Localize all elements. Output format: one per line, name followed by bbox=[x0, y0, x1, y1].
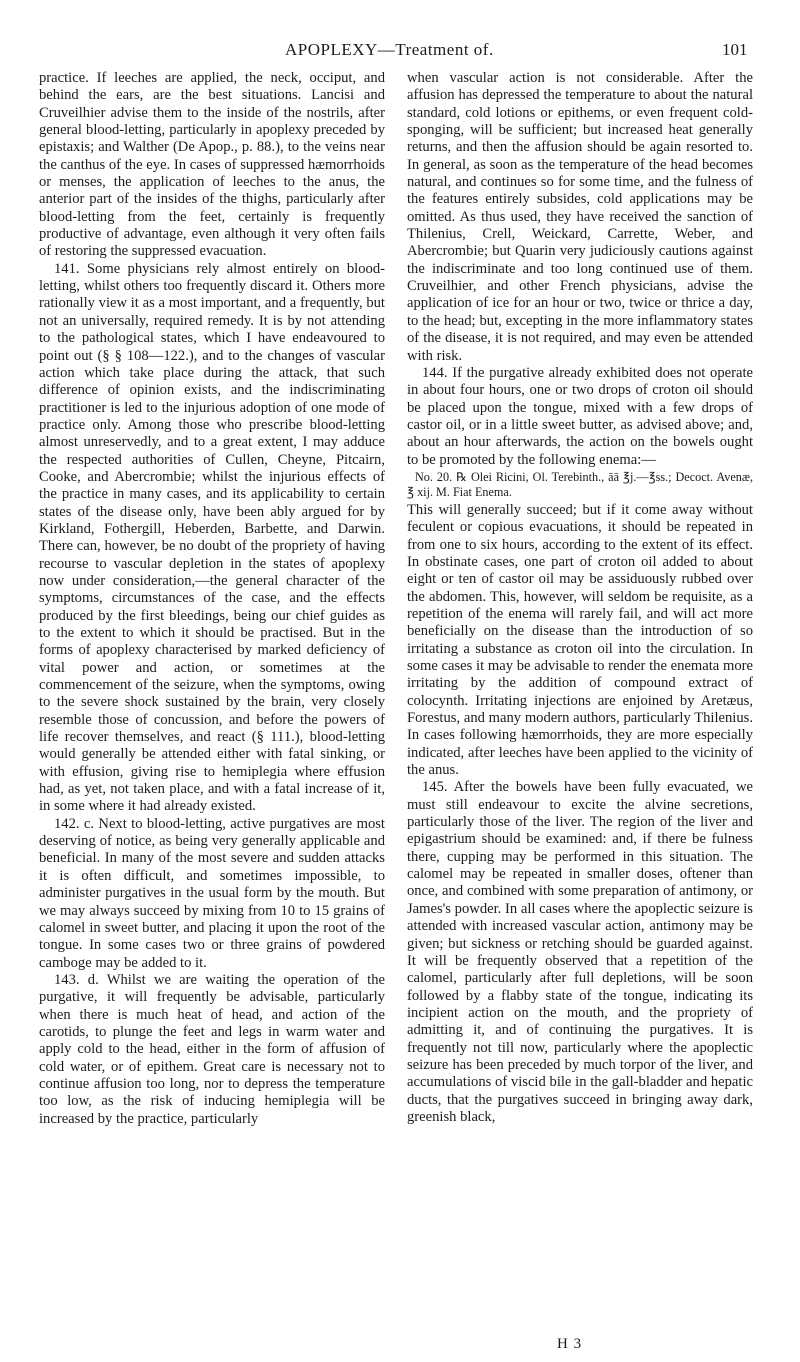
prescription-no-20: No. 20. ℞ Olei Ricini, Ol. Terebinth., āā ℥j.—℥ss.; Decoct. Avenæ, ℥ xij. M. Fiat Enema. bbox=[407, 469, 753, 499]
running-title: APOPLEXY—Treatment of. bbox=[285, 40, 494, 59]
right-column bbox=[407, 70, 753, 1126]
paragraph-143: 143. d. Whilst we are waiting the operation of the purgative, it will frequently be advisable, particularly when there is much heat of head, and action of the carotids, to plunge the feet and legs in warm water and apply cold to the head, either in the form of affusion of cold water, or of epithem. Great care is necessary not to continue affusion too long, nor to depress the temperature too low, as the risk of inducing hemiplegia will be increased by the practice, particularly bbox=[39, 971, 385, 1127]
paragraph: This will generally succeed; but if it come away without feculent or copious evacuations, it should be repeated in from one to six hours, according to the extent of its effect. In obstinate cases, one part of croton oil added to about eight or ten of castor oil may be assiduously rubbed over the abdomen. This, however, will seldom be requisite, as a repetition of the enema will rarely fail, and will act more beneficially on the disease than the introduction of so irritating a substance as croton oil into the circulation. In some cases it may be advisable to render the enemata more irritating by the addition of compound extract of colocynth. Irritating injections are enjoined by Aretæus, Forestus, and many modern authors, particularly Thilenius. In cases following hæmorrhoids, they are more especially indicated, after leeches have been applied to the vicinity of the anus. bbox=[407, 501, 753, 779]
paragraph-141: 141. Some physicians rely almost entirely on blood-letting, whilst others too frequently discard it. Others more rationally view it as a most important, and a frequently, but not an universally, required remedy. It is by not attending to the pathological states, which I have endeavoured to point out (§ § 108—122.), and to the changes of vascular action which take place during the attack, that such difference of opinion exists, and the indiscriminating practitioner is led to the injurious adoption of one mode of practice only. Among those who prescribe blood-letting almost unreservedly, and to a great extent, I may adduce the respected authorities of Cullen, Cheyne, Pitcairn, Cooke, and Abercrombie; whilst the injurious effects of the practice in many cases, and its applicability to certain states of the disease only, have been ably argued for by Kirkland, Fothergill, Heberden, Barbette, and Darwin. There can, however, be no doubt of the propriety of having recourse to vascular depletion in the states of apoplexy now under consideration,—the general character of the symptoms, circumstances of the case, and the effects produced by the first bleedings, being our chief guides as to the extent to which it should be practised. But in the forms of apoplexy characterised by marked deficiency of vital power and action, or sometimes at the commencement of the seizure, when the symptoms, owing to the severe shock sustained by the brain, very closely resemble those of concussion, and before the powers of life recover themselves, and react (§ 111.), blood-letting would generally be attended either with fatal sinking, or with effusion, giving rise to hemiplegia where effusion had, as yet, not taken place, and with a fatal increase of it, in some where it had already existed. bbox=[39, 260, 385, 815]
paragraph: practice. If leeches are applied, the neck, occiput, and behind the ears, are the best situations. Lancisi and Cruveilhier advise them to the inside of the nostrils, after general blood-letting, particularly in apoplexy preceded by epistaxis; and Walther (De Apop., p. 88.), to the veins near the canthus of the eye. In cases of suppressed hæmorrhoids or menses, the application of leeches to the anus, the anterior part of the insides of the thighs, particularly after blood-letting from the feet, certainly is frequently productive of advantage, even although it very often fails of restoring the suppressed evacuation. bbox=[39, 70, 385, 260]
paragraph: when vascular action is not considerable. After the affusion has depressed the temperature to about the natural standard, cold lotions or epithems, or even frequent cold-sponging, will be sufficient; but increased heat generally returns, and then the affusion should be again resorted to. In general, as soon as the temperature of the head becomes natural, and continues so for some time, and the fulness of the features entirely subsides, cold applications may be omitted. As thus used, they have received the sanction of Thilenius, Crell, Weickard, Carrette, Weber, and Abercrombie; but Quarin very judiciously cautions against the indiscriminate and too long continued use of them. Cruveilhier, and other French physicians, advise the application of ice for an hour or two, twice or thrice a day, to the head; but, excepting in the more inflammatory states of the disease, it is not required, and may even be attended with risk. bbox=[407, 70, 753, 364]
page-number: 101 bbox=[722, 40, 748, 59]
paragraph-145: 145. After the bowels have been fully evacuated, we must still endeavour to excite the alvine secretions, particularly those of the liver. The region of the liver and epigastrium should be examined: and, if there be fulness there, cupping may be performed in this situation. The calomel may be repeated in smaller doses, oftener than once, and combined with some preparation of antimony, or James's powder. In all cases where the apoplectic seizure is attended with increased vascular action, antimony may be given; but sickness or retching should be guarded against. It will be frequently observed that a repetition of the calomel, particularly after full depletions, will be soon followed by a flabby state of the tongue, indicating its incipient action on the mouth, and the propriety of admitting it, and of continuing the purgatives. It is frequently not till now, particularly where the apoplectic seizure has been preceded by much torpor of the liver, and accumulations of viscid bile in the gall-bladder and hepatic ducts, that the purgatives succeed in bringing away dark, greenish black, bbox=[407, 779, 753, 1125]
paragraph-144: 144. If the purgative already exhibited does not operate in about four hours, one or two drops of croton oil should be placed upon the tongue, mixed with a few drops of castor oil, or in a little sweet butter, as advised above; and, about an hour afterwards, the action on the bowels ought to be promoted by the following enema:— bbox=[407, 364, 753, 468]
left-column bbox=[39, 70, 385, 1128]
running-header bbox=[0, 40, 800, 64]
signature-mark: H 3 bbox=[557, 1336, 583, 1352]
paragraph-142: 142. c. Next to blood-letting, active purgatives are most deserving of notice, as being very generally applicable and beneficial. In many of the most severe and sudden attacks it is often difficult, and sometimes impossible, to administer purgatives in the usual form by the mouth. But we may always succeed by mixing from 10 to 15 grains of calomel in sweet butter, and placing it upon the root of the tongue. In some cases two or three grains of powdered camboge may be added to it. bbox=[39, 815, 385, 971]
